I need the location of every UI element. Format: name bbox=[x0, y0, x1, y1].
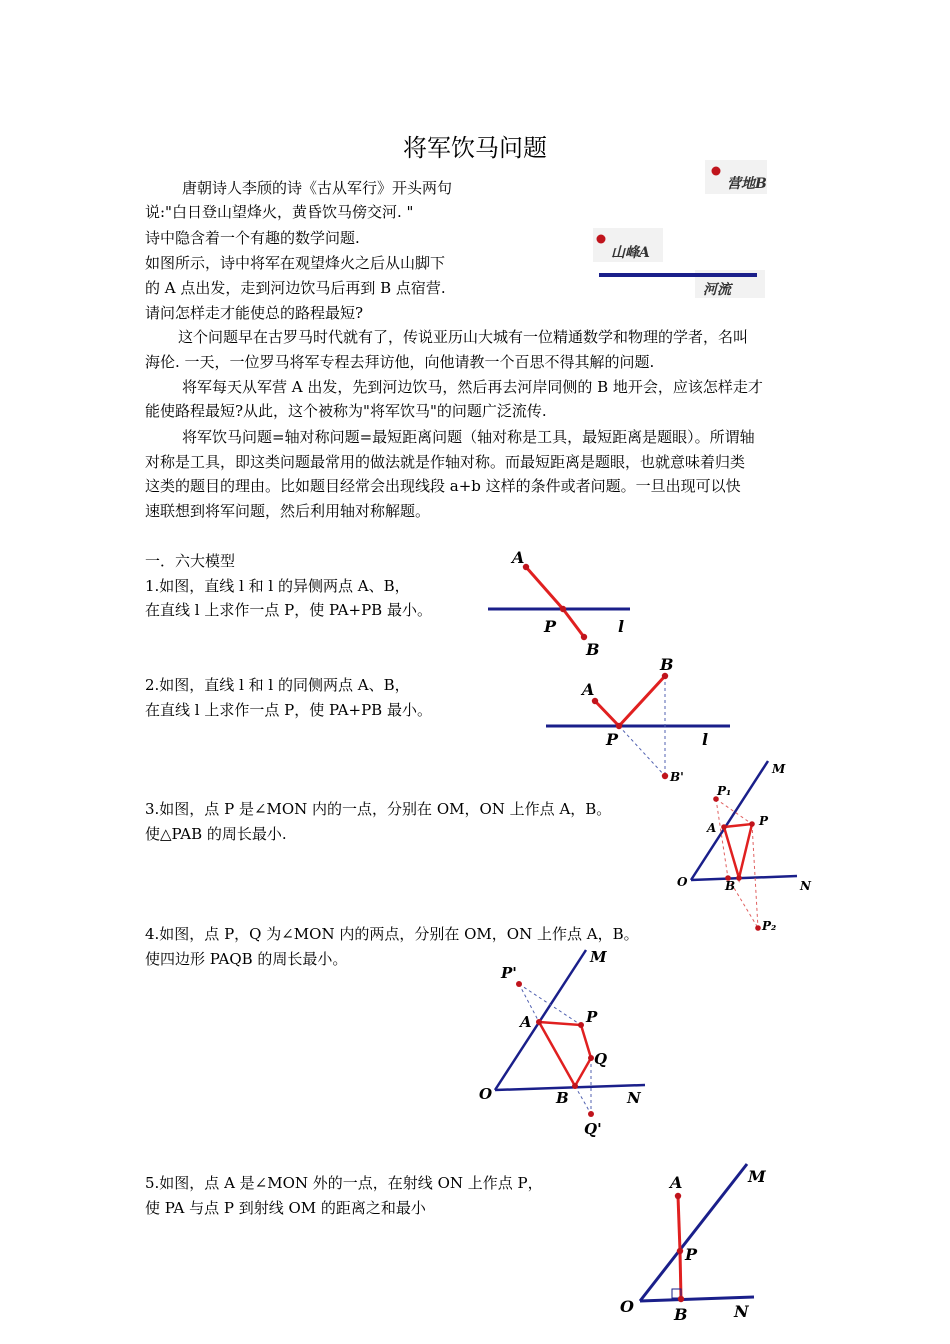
camp-label: 营地B bbox=[727, 176, 767, 192]
intro-line: 的 A 点出发，走到河边饮马后再到 B 点宿营. bbox=[145, 279, 446, 297]
fig3-label-M: M bbox=[772, 762, 786, 776]
fig1-label-B: B bbox=[586, 640, 600, 659]
mountain-point bbox=[597, 235, 606, 244]
fig3-label-B: B bbox=[725, 879, 736, 893]
fig2-label-B1: B' bbox=[670, 770, 684, 784]
intro-line: 请问怎样走才能使总的路程最短? bbox=[145, 304, 364, 322]
fig3-label-A: A bbox=[707, 821, 717, 835]
fig3-label-P2: P₂ bbox=[762, 919, 777, 933]
para2-line: 将军每天从军营 A 出发，先到河边饮马，然后再去河岸同侧的 B 地开会，应该怎样走才 bbox=[182, 378, 763, 396]
fig3-label-O: O bbox=[677, 875, 688, 889]
para1-line: 海伦. 一天，一位罗马将军专程去拜访他，向他请教一个百思不得其解的问题. bbox=[145, 353, 655, 371]
para3-line: 对称是工具，即这类问题最常用的做法就是作轴对称。而最短距离是题眼，也就意味着归类 bbox=[145, 453, 746, 471]
model5-text: 5.如图，点 A 是∠MON 外的一点，在射线 ON 上作点 P， bbox=[145, 1174, 543, 1192]
fig5-label-N: N bbox=[734, 1302, 749, 1321]
intro-line: 唐朝诗人李颀的诗《古从军行》开头两句 bbox=[182, 179, 453, 197]
fig5-label-B: B bbox=[674, 1305, 688, 1324]
fig4-label-N: N bbox=[627, 1089, 641, 1107]
fig2-label-l: l bbox=[702, 730, 709, 749]
section-heading: 一．六大模型 bbox=[145, 552, 236, 570]
fig1-label-l: l bbox=[618, 617, 625, 636]
model3-text: 3.如图，点 P 是∠MON 内的一点，分别在 OM，ON 上作点 A，B。 bbox=[145, 800, 612, 818]
fig1-label-A: A bbox=[512, 548, 525, 567]
fig4-label-B: B bbox=[556, 1089, 569, 1107]
figure-3 bbox=[672, 758, 822, 938]
figure-5 bbox=[612, 1160, 792, 1340]
fig5-label-A: A bbox=[670, 1173, 683, 1192]
fig5-label-O: O bbox=[620, 1297, 634, 1316]
para1-line: 这个问题早在古罗马时代就有了，传说亚历山大城有一位精通数学和物理的学者，名叫 bbox=[178, 328, 749, 346]
intro-line: 如图所示，诗中将军在观望烽火之后从山脚下 bbox=[145, 254, 446, 272]
page-title: 将军饮马问题 bbox=[403, 134, 547, 162]
model4-text: 4.如图，点 P，Q 为∠MON 内的两点，分别在 OM，ON 上作点 A，B。 bbox=[145, 925, 639, 943]
intro-figure bbox=[585, 158, 785, 298]
fig4-label-P1: P' bbox=[501, 964, 517, 982]
fig4-label-Q: Q bbox=[594, 1050, 608, 1068]
fig2-label-B: B bbox=[660, 655, 674, 674]
fig2-label-A: A bbox=[582, 680, 595, 699]
fig3-label-N: N bbox=[800, 879, 811, 893]
para3-line: 速联想到将军问题，然后利用轴对称解题。 bbox=[145, 502, 431, 520]
figure-4 bbox=[470, 942, 645, 1142]
figure-1 bbox=[480, 545, 640, 659]
river-label: 河流 bbox=[703, 282, 731, 298]
para3-line: 将军饮马问题=轴对称问题=最短距离问题（轴对称是工具，最短距离是题眼）。所谓轴 bbox=[182, 428, 755, 446]
model1-text: 1.如图，直线 l 和 l 的异侧两点 A、B， bbox=[145, 577, 410, 595]
para2-line: 能使路程最短?从此，这个被称为"将军饮马"的问题广泛流传. bbox=[145, 402, 547, 420]
fig1-label-P: P bbox=[544, 617, 557, 636]
fig4-label-O: O bbox=[479, 1085, 493, 1103]
model1-text: 在直线 l 上求作一点 P，使 PA+PB 最小。 bbox=[145, 601, 432, 619]
para3-line: 这类的题目的理由。比如题目经常会出现线段 a+b 这样的条件或者问题。一旦出现可以快 bbox=[145, 477, 741, 495]
model5-text: 使 PA 与点 P 到射线 OM 的距离之和最小 bbox=[145, 1199, 426, 1217]
model2-text: 在直线 l 上求作一点 P，使 PA+PB 最小。 bbox=[145, 701, 432, 719]
fig3-label-P1: P₁ bbox=[717, 784, 732, 798]
fig5-label-P: P bbox=[685, 1245, 698, 1264]
fig4-label-A: A bbox=[520, 1013, 532, 1031]
fig4-label-P: P bbox=[586, 1008, 598, 1026]
model2-text: 2.如图，直线 l 和 l 的同侧两点 A、B， bbox=[145, 676, 410, 694]
model3-text: 使△PAB 的周长最小. bbox=[145, 825, 287, 843]
model4-text: 使四边形 PAQB 的周长最小。 bbox=[145, 950, 348, 968]
fig5-label-M: M bbox=[748, 1167, 766, 1186]
intro-line: 诗中隐含着一个有趣的数学问题. bbox=[145, 229, 360, 247]
camp-point bbox=[712, 167, 721, 176]
fig4-label-Q1: Q' bbox=[584, 1120, 602, 1138]
fig4-label-M: M bbox=[590, 948, 607, 966]
intro-line: 说:"白日登山望烽火，黄昏饮马傍交河. " bbox=[145, 203, 414, 221]
fig3-label-P: P bbox=[759, 814, 769, 828]
mountain-label: 山峰A bbox=[611, 245, 650, 261]
fig2-label-P: P bbox=[606, 730, 619, 749]
